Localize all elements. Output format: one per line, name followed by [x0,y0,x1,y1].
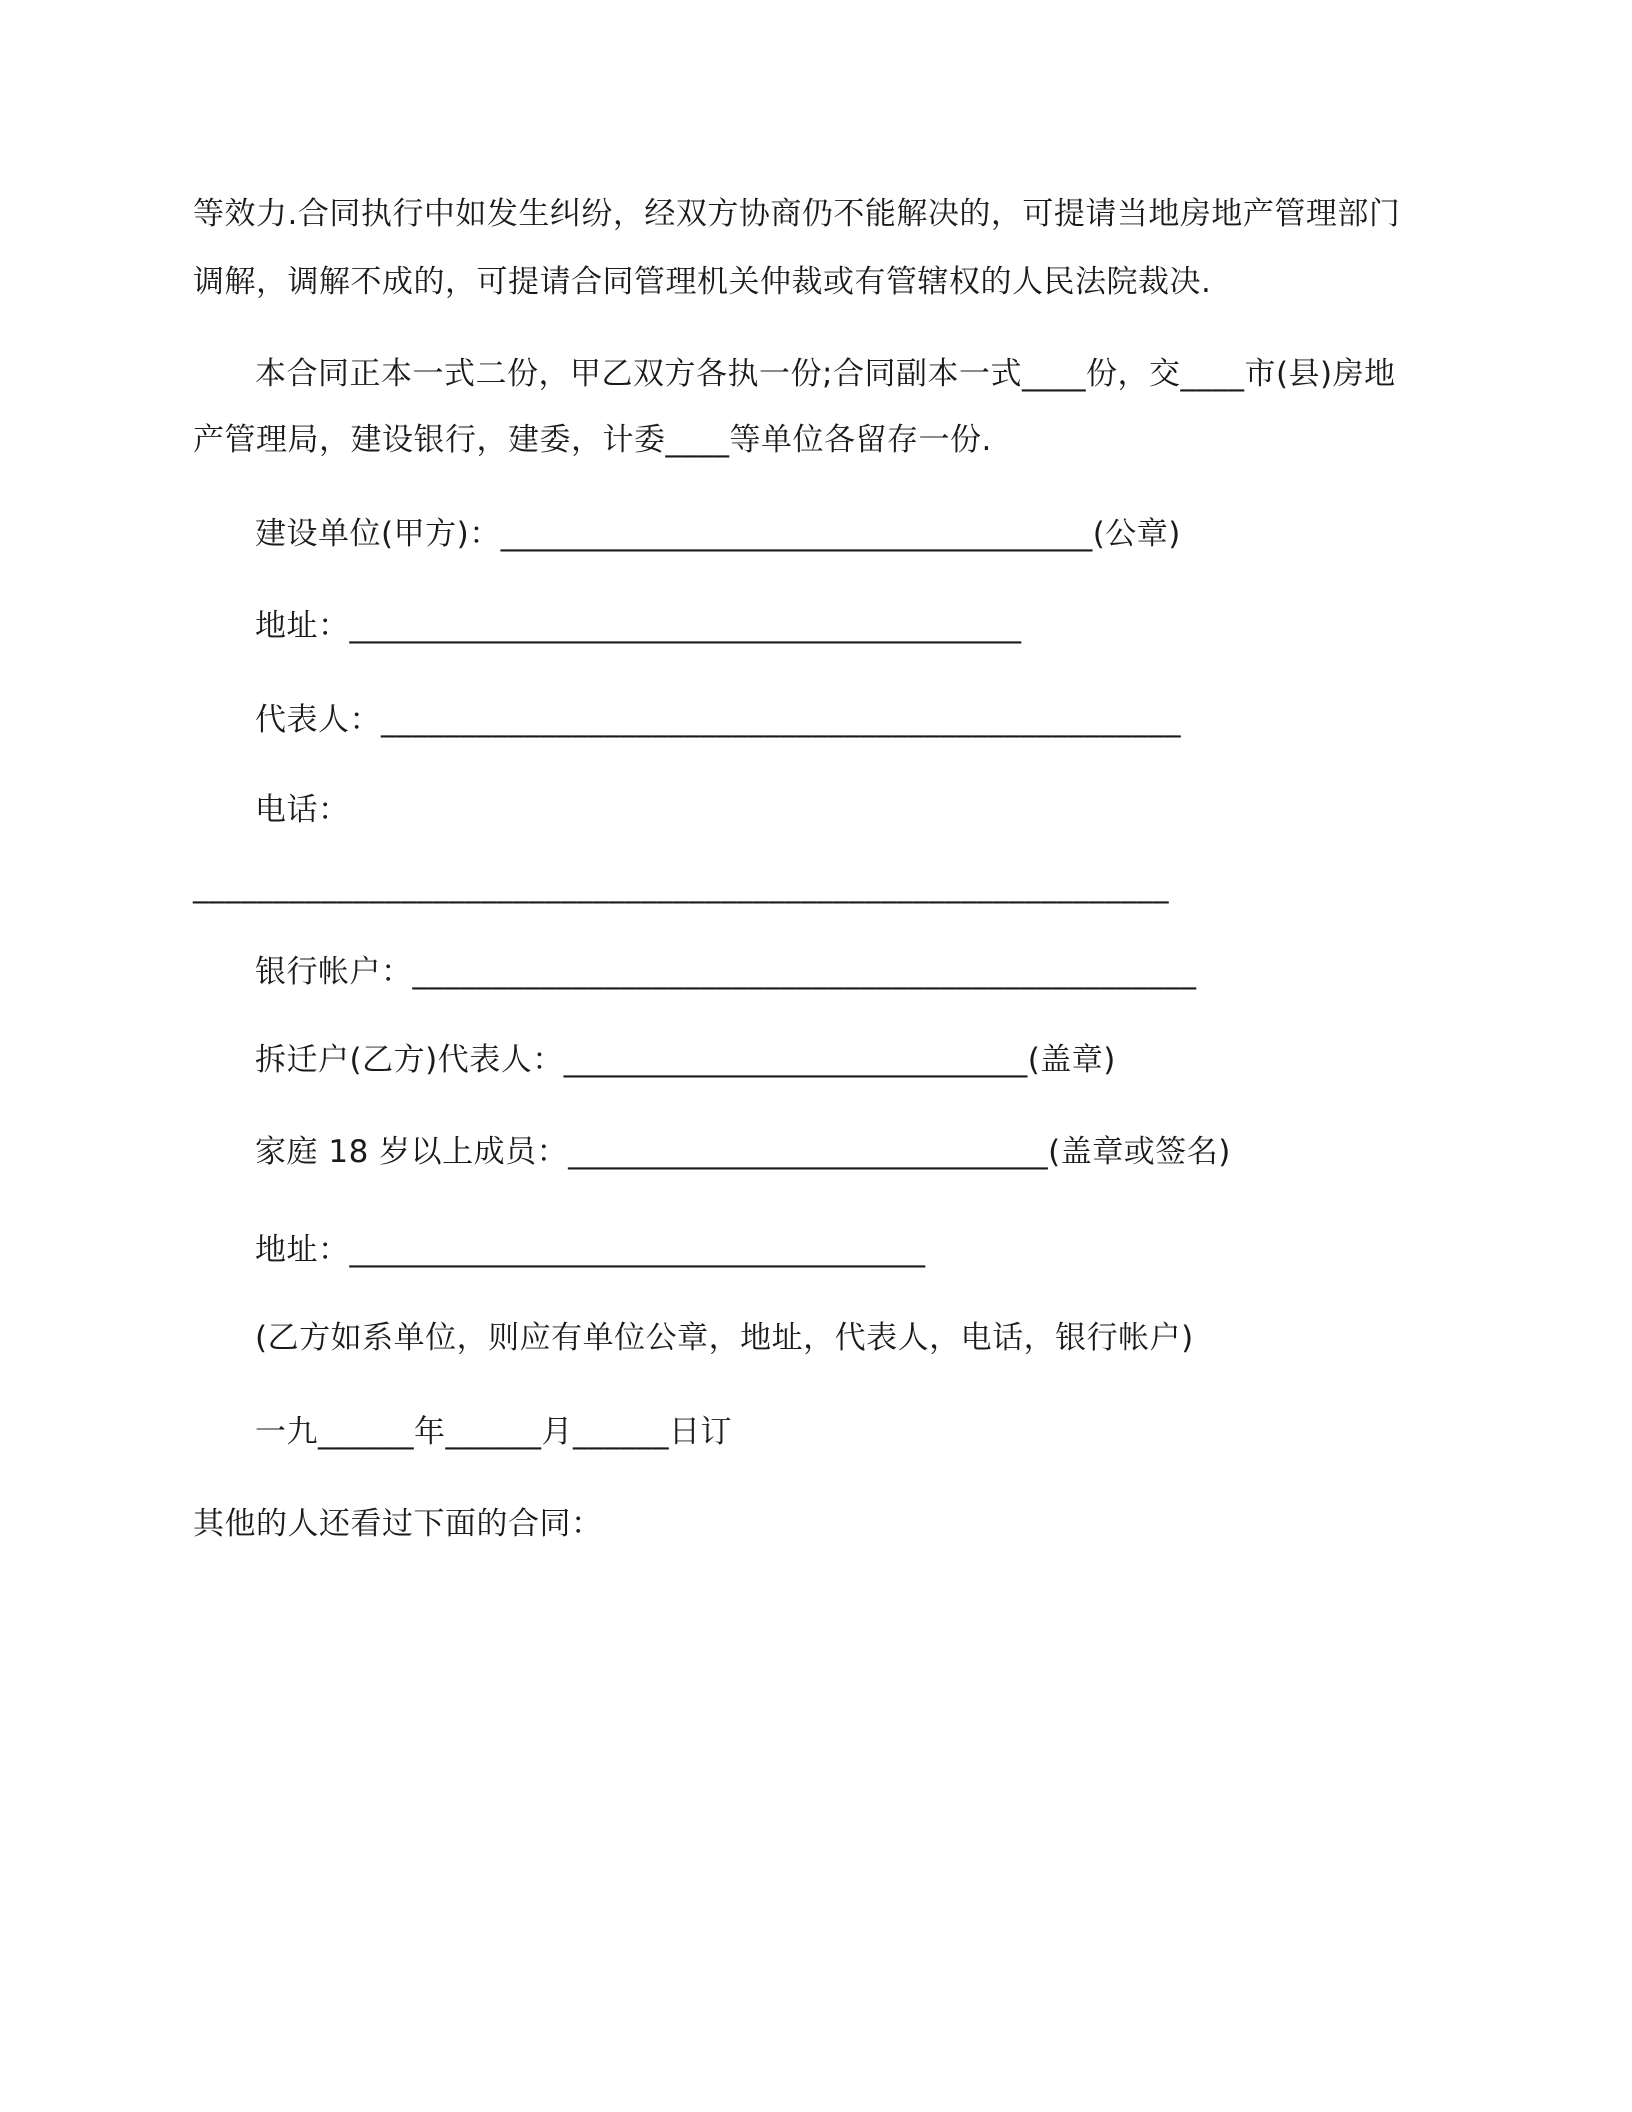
field-address-party-b: 地址：____________________________________ [255,1232,926,1268]
field-date: 一九______年______月______日订 [255,1414,732,1450]
paragraph-copies-line-2: 产管理局，建设银行，建委，计委____等单位各留存一份. [193,422,992,458]
note-party-b-unit: (乙方如系单位，则应有单位公章，地址，代表人，电话，银行帐户) [255,1320,1194,1356]
related-contracts-heading: 其他的人还看过下面的合同： [193,1506,603,1542]
field-phone-label: 电话： [255,792,350,828]
field-address-party-a: 地址：__________________________________________ [255,608,1022,644]
field-representative: 代表人：__________________________________________________ [255,702,1181,738]
paragraph-copies-line-1: 本合同正本一式二份，甲乙双方各执一份;合同副本一式____份，交____市(县)房地 [255,356,1396,392]
field-family-members: 家庭 18 岁以上成员：______________________________(盖章或签名) [255,1134,1231,1170]
field-construction-unit: 建设单位(甲方)：_____________________________________(公章) [255,516,1181,552]
paragraph-dispute-line-1: 等效力.合同执行中如发生纠纷，经双方协商仍不能解决的，可提请当地房地产管理部门 [193,196,1401,232]
paragraph-dispute-line-2: 调解，调解不成的，可提请合同管理机关仲裁或有管辖权的人民法院裁决. [193,264,1212,300]
field-bank-account: 银行帐户：_________________________________________________ [255,954,1197,990]
field-phone-blank: _____________________________________________________________ [193,868,1169,904]
field-relocatee-representative: 拆迁户(乙方)代表人：_____________________________(盖章) [255,1042,1116,1078]
